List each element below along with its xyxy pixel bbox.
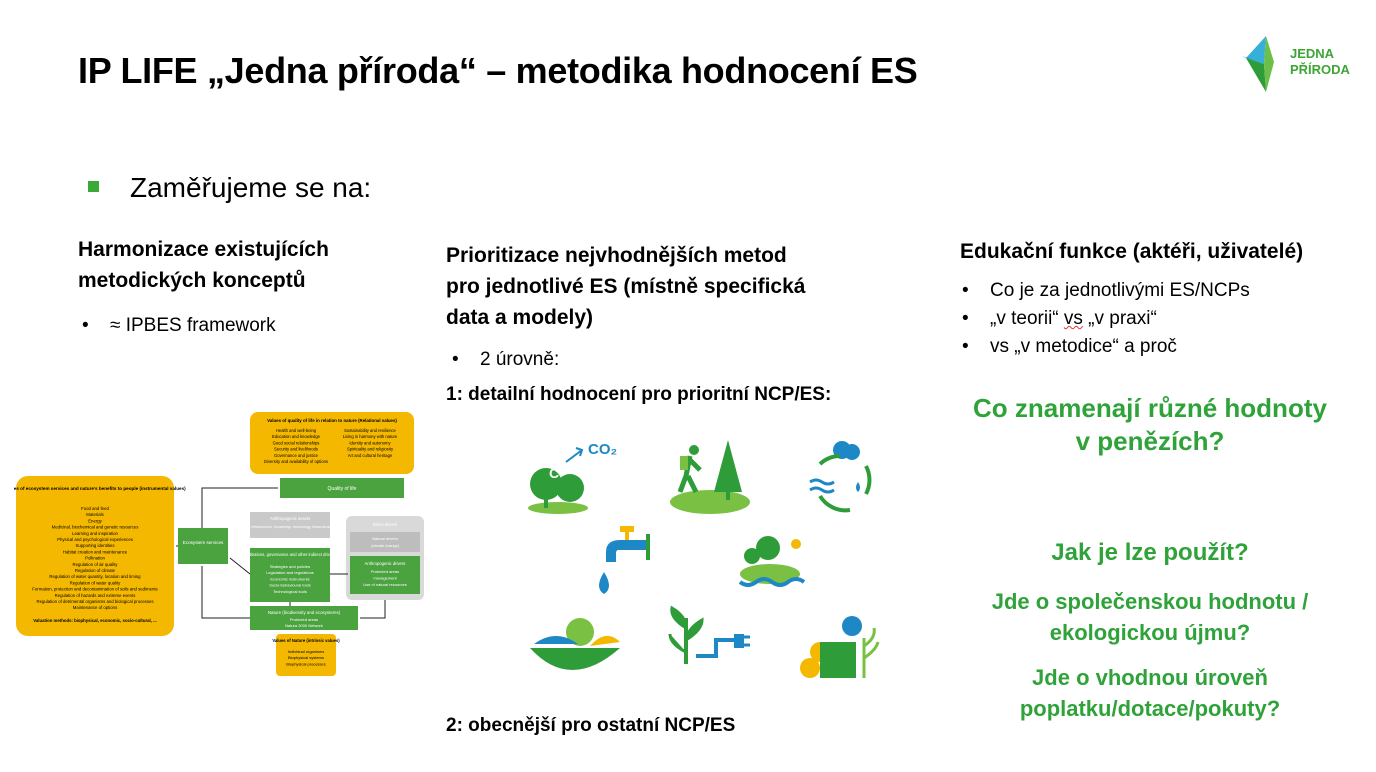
col1-heading-line2: metodických konceptů bbox=[78, 269, 306, 292]
anthropogenic-driver-item: Use of natural resources bbox=[363, 581, 407, 587]
timber-materials-icon bbox=[800, 616, 878, 678]
institution-item: Technological tools bbox=[273, 588, 307, 594]
focus-label: Zaměřujeme se na: bbox=[130, 172, 372, 203]
question-money-values: Co znamenají různé hodnoty v penězích? bbox=[973, 393, 1327, 456]
bioenergy-icon bbox=[670, 608, 750, 664]
relational-value-item: Identity and autonomy bbox=[349, 440, 391, 446]
nature-item: Protected areas bbox=[289, 617, 319, 622]
instrumental-value-item: Habitat creation and maintenance bbox=[62, 549, 128, 555]
carbon-storage-icon bbox=[528, 441, 617, 514]
instrumental-value-item: Pollination bbox=[85, 555, 105, 561]
instrumental-value-item: Regulation of climate bbox=[74, 568, 116, 573]
instrumental-value-item: Learning and inspiration bbox=[72, 530, 118, 536]
relational-value-item: Diversity and availability of options bbox=[263, 459, 329, 464]
question-how-to-use: Jak je lze použít? bbox=[1051, 539, 1249, 566]
instrumental-value-item: Medicinal, biochemical and genetic resources bbox=[51, 524, 139, 530]
instrumental-value-item: Energy bbox=[88, 518, 102, 524]
col2-heading bbox=[446, 240, 866, 333]
institution-item: Economic instruments bbox=[270, 576, 310, 582]
relational-value-item: Art and cultural heritage bbox=[347, 452, 393, 458]
anthropogenic-assets-label: Anthropogenic assets bbox=[269, 516, 311, 521]
ipbes-framework-diagram bbox=[14, 408, 434, 680]
question-fee-level: Jde o vhodnou úroveň poplatku/dotace/pokuty? bbox=[1019, 665, 1281, 721]
col1-list bbox=[82, 312, 276, 340]
jedna-priroda-logo bbox=[1240, 34, 1360, 98]
instrumental-value-item: Regulation of hazards and extreme events bbox=[54, 592, 136, 598]
logo-line2: PŘÍRODA bbox=[1290, 62, 1350, 77]
ecosystem-services-box bbox=[178, 528, 228, 564]
list-item: • „v teorii“ vs „v praxi“ bbox=[962, 305, 1250, 333]
list-item: • Co je za jednotlivými ES/NCPs bbox=[962, 277, 1250, 305]
level2-label: 2: obecnější pro ostatní NCP/ES bbox=[446, 715, 736, 736]
instrumental-value-item: Materials bbox=[86, 512, 104, 518]
instrumental-value-item: Regulation of water quantity, location and timing bbox=[49, 574, 141, 580]
direct-drivers-label: Direct drivers bbox=[372, 522, 398, 527]
anthropogenic-driver-item: Protected areas bbox=[370, 569, 400, 574]
bullet-icon: • bbox=[452, 349, 459, 370]
list-item: • 2 úrovně: bbox=[452, 346, 559, 374]
institution-item: Strategies and policies bbox=[269, 564, 311, 569]
relational-value-item: Good social relationships bbox=[272, 440, 320, 446]
col1-heading-line1: Harmonizace existujících bbox=[78, 238, 329, 261]
natural-drivers-sub: (climate change) bbox=[370, 544, 400, 548]
bullet-icon: • bbox=[962, 336, 969, 357]
biodiversity-habitat-icon bbox=[740, 536, 804, 585]
natural-drivers-box bbox=[350, 532, 420, 552]
relational-value-item: Health and well-being bbox=[275, 428, 317, 433]
instrumental-value-item: Regulation of air quality bbox=[72, 561, 118, 567]
ecosystem-service-icons bbox=[520, 432, 890, 692]
leaf-logo-icon bbox=[1240, 34, 1290, 98]
svg-text:CO₂: CO₂ bbox=[588, 441, 618, 458]
question-social-value: Jde o společenskou hodnotu / ekologickou újmu? bbox=[991, 589, 1309, 645]
ecosystem-services-label: Ecosystem services bbox=[182, 540, 224, 545]
intrinsic-value-item: Biophysical processes bbox=[286, 661, 326, 667]
natural-drivers-label: Natural drivers bbox=[371, 536, 399, 541]
institution-item: Socio-behavioural tools bbox=[269, 582, 311, 588]
relational-values-title: Values of quality of life in relation to nature (Relational values) bbox=[267, 418, 397, 423]
col2-heading-line3: data a modely) bbox=[446, 306, 594, 329]
bullet-icon: • bbox=[962, 308, 969, 329]
relational-value-item: Education and knowledge bbox=[272, 434, 320, 440]
logo-line1: JEDNA bbox=[1290, 46, 1335, 61]
instrumental-values-title: Values of ecosystem services and nature's benefits to people (instrumental values) bbox=[14, 486, 186, 491]
water-supply-icon bbox=[599, 526, 650, 594]
instrumental-value-item: Regulation of water quality bbox=[69, 580, 121, 586]
relational-value-item: Security and livelihoods bbox=[274, 446, 318, 452]
col1-heading bbox=[78, 234, 408, 296]
list-item: • ≈ IPBES framework bbox=[82, 312, 276, 340]
nature-item: Natura 2000 Network bbox=[285, 622, 323, 628]
institution-item: Legislation and regulations bbox=[266, 570, 314, 576]
arrow bbox=[202, 566, 250, 618]
arrow bbox=[360, 600, 385, 618]
col3-heading: Edukační funkce (aktéři, uživatelé) bbox=[960, 240, 1304, 263]
col2-list bbox=[452, 346, 559, 374]
bullet-icon: • bbox=[962, 280, 969, 301]
valuation-methods-label: Valuation methods: biophysical, economic, socio-cultural, ... bbox=[33, 618, 157, 623]
svg-text:C: C bbox=[548, 465, 560, 481]
col3-list bbox=[962, 277, 1250, 361]
institutions-label: Institutions, governance and other indirect drivers bbox=[244, 552, 336, 557]
square-bullet-icon bbox=[88, 181, 99, 192]
relational-value-item: Living in harmony with nature bbox=[342, 434, 398, 440]
intrinsic-value-item: Biophysical systems bbox=[287, 655, 325, 661]
instrumental-value-item: Food and feed bbox=[81, 506, 109, 511]
instrumental-value-item: Physical and psychological experiences bbox=[57, 537, 133, 542]
intrinsic-values-title: Values of Nature (intrinsic values) bbox=[272, 638, 340, 643]
water-cycle-icon bbox=[810, 441, 869, 510]
level1-label: 1: detailní hodnocení pro prioritní NCP/ES: bbox=[446, 384, 832, 405]
relational-value-item: Sustainability and resilience bbox=[344, 428, 396, 433]
arrow bbox=[230, 558, 250, 574]
list-item: • vs „v metodice“ a proč bbox=[962, 333, 1250, 361]
instrumental-value-item: Supporting identities bbox=[75, 543, 115, 549]
anthropogenic-drivers-label: Anthropogenic drivers bbox=[364, 561, 406, 566]
instrumental-value-item: Formation, protection and decontamination of soils and sediments bbox=[32, 586, 158, 592]
col2-heading-line1: Prioritizace nejvhodnějších metod bbox=[446, 244, 787, 267]
nature-label: Nature (biodiversity and ecosystems) bbox=[267, 610, 341, 615]
relational-value-item: Spirituality and religiosity bbox=[346, 446, 394, 452]
intrinsic-value-item: Individual organisms bbox=[287, 649, 325, 654]
relational-value-item: Governance and justice bbox=[274, 452, 318, 458]
page-title: IP LIFE „Jedna příroda“ – metodika hodnocení ES bbox=[78, 50, 918, 91]
bullet-icon: • bbox=[82, 315, 89, 336]
quality-of-life-label: Quality of life bbox=[327, 486, 357, 492]
instrumental-value-item: Maintenance of options bbox=[72, 605, 118, 611]
anthropogenic-assets-sub: Built infrastructure, knowledge, technology, financial assets bbox=[243, 525, 337, 529]
hiking-recreation-icon bbox=[670, 440, 750, 514]
col2-heading-line2: pro jednotlivé ES (místně specifická bbox=[446, 275, 806, 298]
instrumental-value-item: Regulation of detrimental organisms and biological processes bbox=[36, 599, 154, 604]
food-provision-icon bbox=[530, 618, 620, 670]
anthropogenic-driver-item: management bbox=[373, 575, 397, 581]
